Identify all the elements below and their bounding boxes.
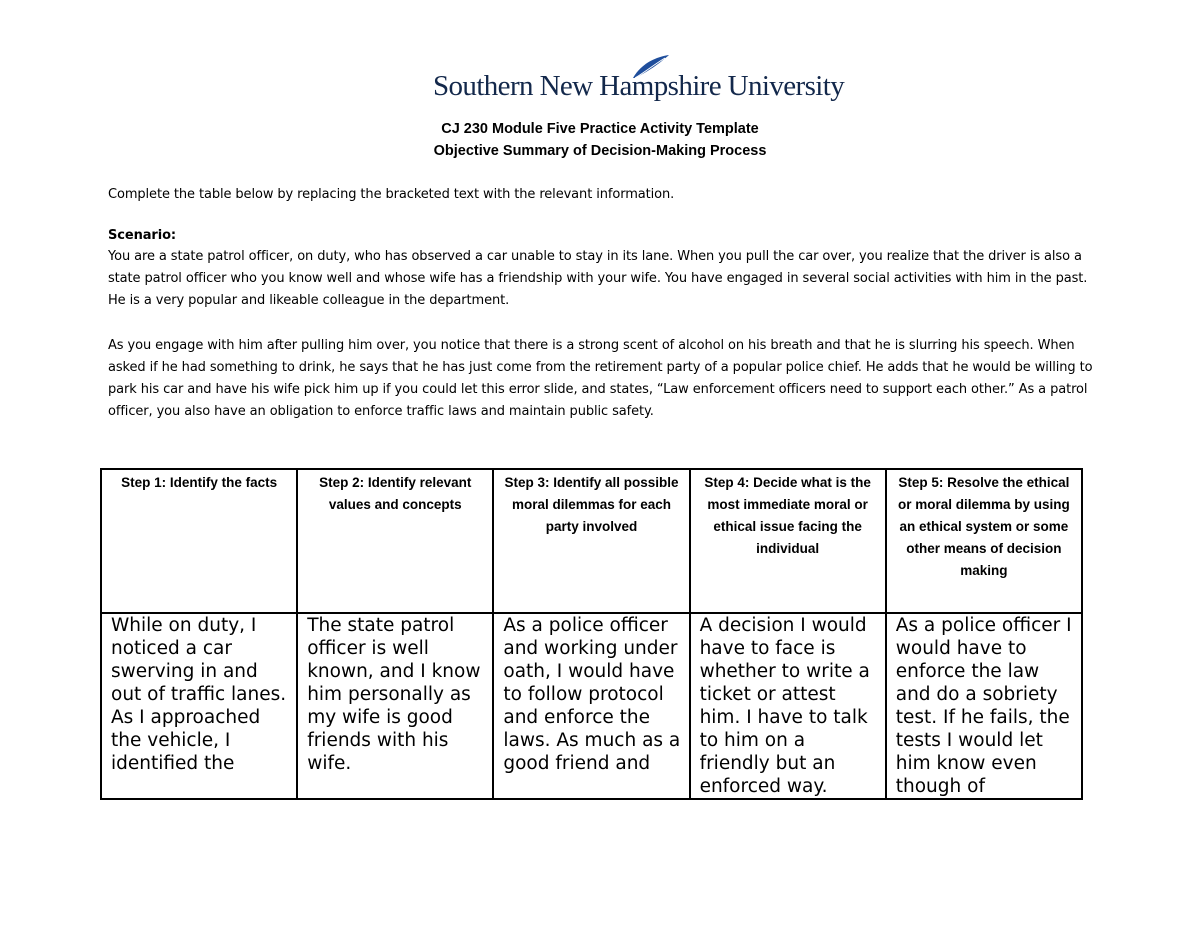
document-subtitle: Objective Summary of Decision-Making Process	[433, 143, 767, 159]
cell-step-3-text[interactable]: As a police officer and working under oath, I would have to follow protocol and enforce the laws. As much as a good friend and	[503, 615, 681, 774]
header-step-4: Step 4: Decide what is the most immediate moral or ethical issue facing the individual	[690, 469, 886, 613]
cell-step-1-text[interactable]: While on duty, I noticed a car swerving in and out of traffic lanes. As I approached the vehicle, I identified the	[111, 615, 287, 774]
cell-step-2	[297, 613, 493, 799]
cell-step-3	[493, 613, 689, 799]
cell-step-5	[886, 613, 1082, 799]
logo-wordmark: Southern New Hampshire University	[433, 70, 845, 102]
header-step-1: Step 1: Identify the facts	[101, 469, 297, 613]
table-row	[101, 613, 1082, 799]
leaf-icon	[631, 54, 671, 80]
table-header-row	[101, 469, 1082, 613]
cell-step-4-text[interactable]: A decision I would have to face is whether to write a ticket or attest him. I have to talk to him on a friendly but an enforced way.	[699, 615, 870, 796]
header-step-3: Step 3: Identify all possible moral dilemmas for each party involved	[493, 469, 689, 613]
scenario-paragraph-1: You are a state patrol officer, on duty, who has observed a car unable to stay in its lane. When you pull the car over, you realize that the driver is also a state patrol officer who you know well and whose wife has a friendship with your wife. You have engaged in several social activities with him in the past. He is a very popular and likeable colleague in the department.	[108, 249, 1088, 308]
cell-step-2-text[interactable]: The state patrol officer is well known, and I know him personally as my wife is good friends with his wife.	[307, 615, 481, 774]
cell-step-5-text[interactable]: As a police officer I would have to enforce the law and do a sobriety test. If he fails, the tests I would let him know even though of	[895, 615, 1072, 796]
cell-step-1	[101, 613, 297, 799]
scenario-label: Scenario:	[108, 228, 177, 243]
decision-steps-table	[100, 468, 1083, 800]
header-step-2: Step 2: Identify relevant values and concepts	[297, 469, 493, 613]
document-title: CJ 230 Module Five Practice Activity Template	[441, 121, 759, 137]
header-step-5: Step 5: Resolve the ethical or moral dilemma by using an ethical system or some other means of decision making	[886, 469, 1082, 613]
university-logo	[433, 54, 845, 106]
instructions-text: Complete the table below by replacing the bracketed text with the relevant information.	[108, 187, 675, 202]
scenario-paragraph-2: As you engage with him after pulling him over, you notice that there is a strong scent of alcohol on his breath and that he is slurring his speech. When asked if he had something to drink, he says that he has just come from the retirement party of a popular police chief. He adds that he would be willing to park his car and have his wife pick him up if you could let this error slide, and states, “Law enforcement officers need to support each other.” As a patrol officer, you also have an obligation to enforce traffic laws and maintain public safety.	[108, 338, 1093, 419]
cell-step-4	[690, 613, 886, 799]
